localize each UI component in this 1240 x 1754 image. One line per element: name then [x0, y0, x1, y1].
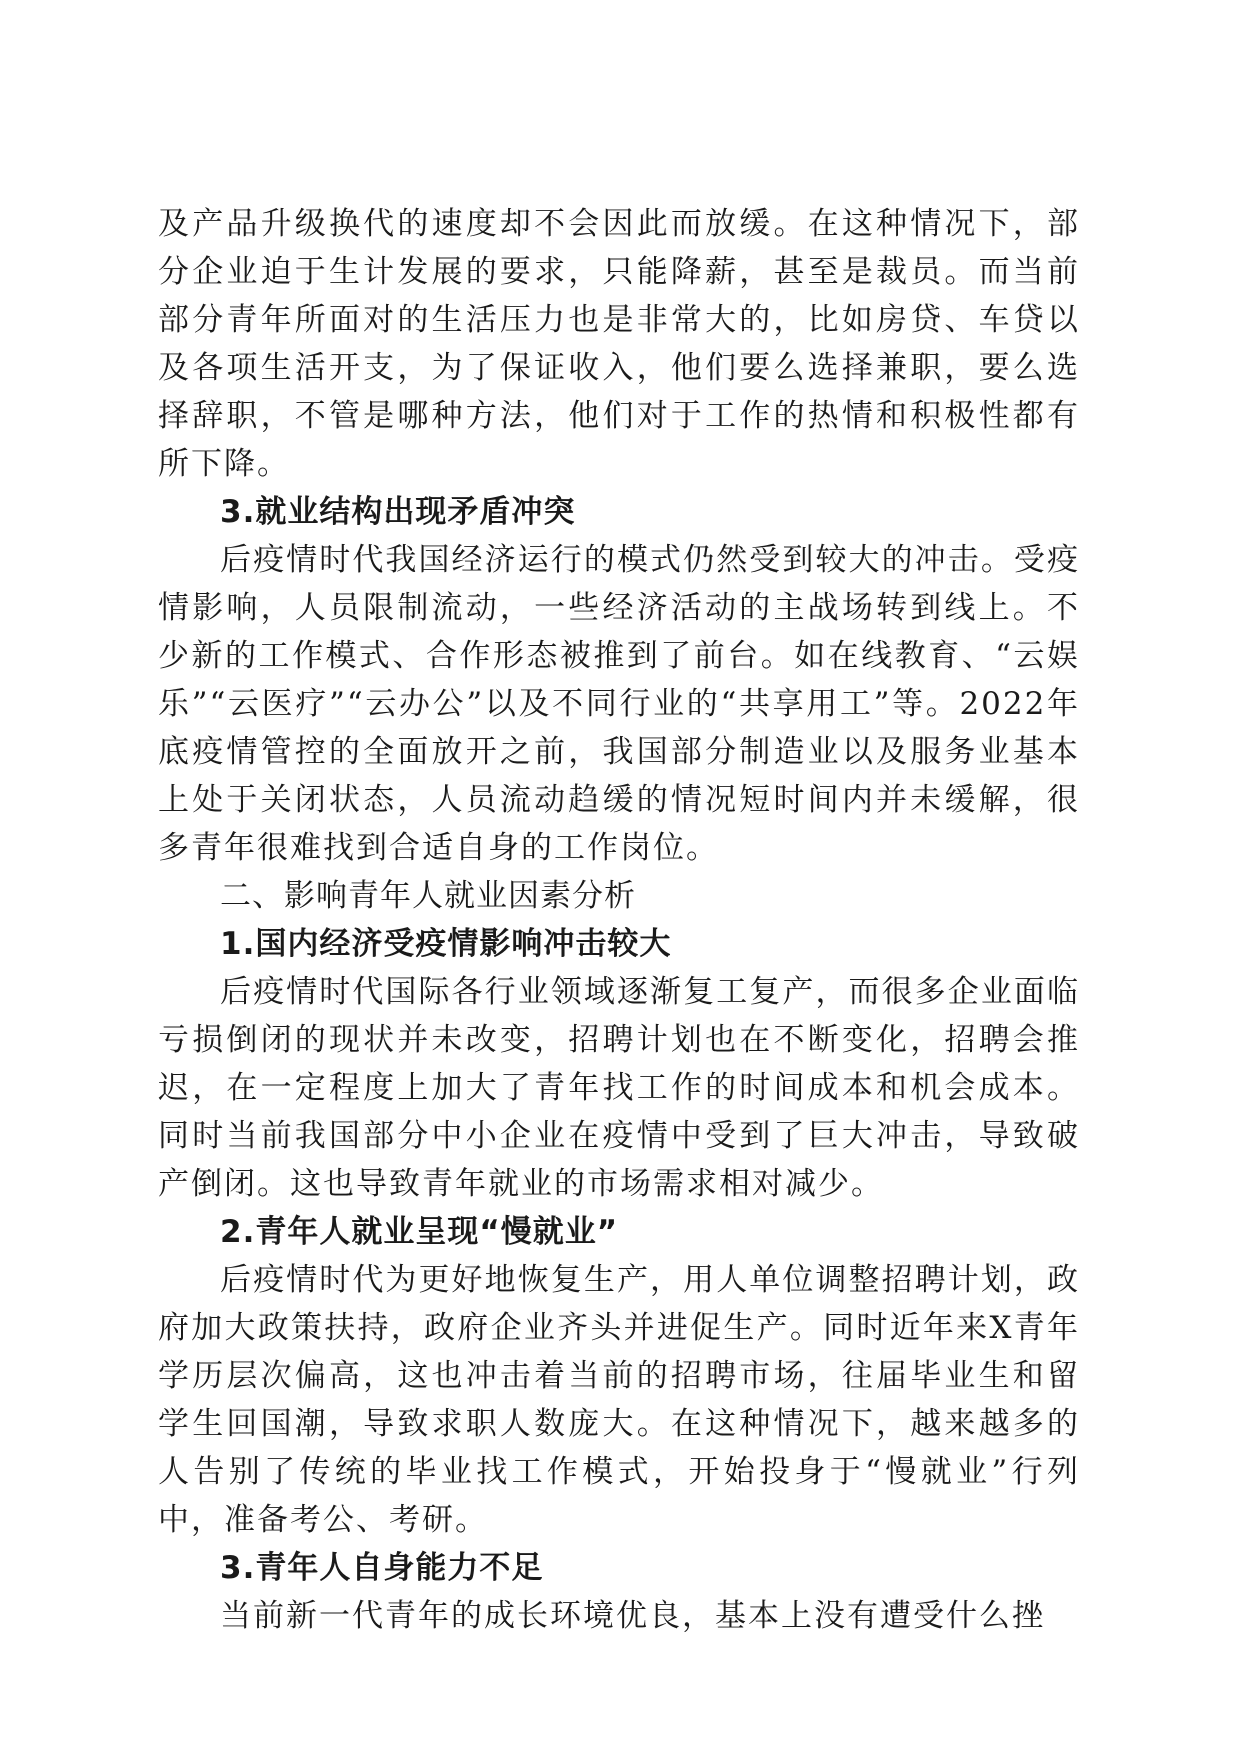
paragraph-insufficient-ability: 当前新一代青年的成长环境优良，基本上没有遭受什么挫	[220, 1598, 1045, 1634]
paragraph-continued: 及产品升级换代的速度却不会因此而放缓。在这种情况下，部分企业迫于生计发展的要求，只能降薪，甚至是裁员。而当前部分青年所面对的生活压力也是非常大的，比如房贷、车贷以及各项生活开支，为了保证收入，他们要么选择兼职，要么选择辞职，不管是哪种方法，他们对于工作的热情和积极性都有所下降。	[158, 206, 1080, 482]
subheading-insufficient-ability: 3.青年人自身能力不足	[220, 1550, 544, 1586]
subheading-domestic-economy: 1.国内经济受疫情影响冲击较大	[220, 926, 672, 962]
subheading-slow-employment: 2.青年人就业呈现“慢就业”	[220, 1214, 619, 1250]
section-heading-factors: 二、影响青年人就业因素分析	[220, 878, 636, 914]
paragraph-employment-structure: 后疫情时代我国经济运行的模式仍然受到较大的冲击。受疫情影响，人员限制流动，一些经济活动的主战场转到线上。不少新的工作模式、合作形态被推到了前台。如在线教育、“云娱乐”“云医疗”“云办公”以及不同行业的“共享用工”等。2022年底疫情管控的全面放开之前，我国部分制造业以及服务业基本上处于关闭状态，人员流动趋缓的情况短时间内并未缓解，很多青年很难找到合适自身的工作岗位。	[158, 542, 1080, 866]
document-body	[158, 200, 1080, 1640]
paragraph-domestic-economy: 后疫情时代国际各行业领域逐渐复工复产，而很多企业面临亏损倒闭的现状并未改变，招聘计划也在不断变化，招聘会推迟，在一定程度上加大了青年找工作的时间成本和机会成本。同时当前我国部分中小企业在疫情中受到了巨大冲击，导致破产倒闭。这也导致青年就业的市场需求相对减少。	[158, 974, 1080, 1202]
subheading-employment-structure: 3.就业结构出现矛盾冲突	[220, 494, 576, 530]
paragraph-slow-employment: 后疫情时代为更好地恢复生产，用人单位调整招聘计划，政府加大政策扶持，政府企业齐头并进促生产。同时近年来X青年学历层次偏高，这也冲击着当前的招聘市场，往届毕业生和留学生回国潮，导致求职人数庞大。在这种情况下，越来越多的人告别了传统的毕业找工作模式，开始投身于“慢就业”行列中，准备考公、考研。	[158, 1262, 1080, 1538]
